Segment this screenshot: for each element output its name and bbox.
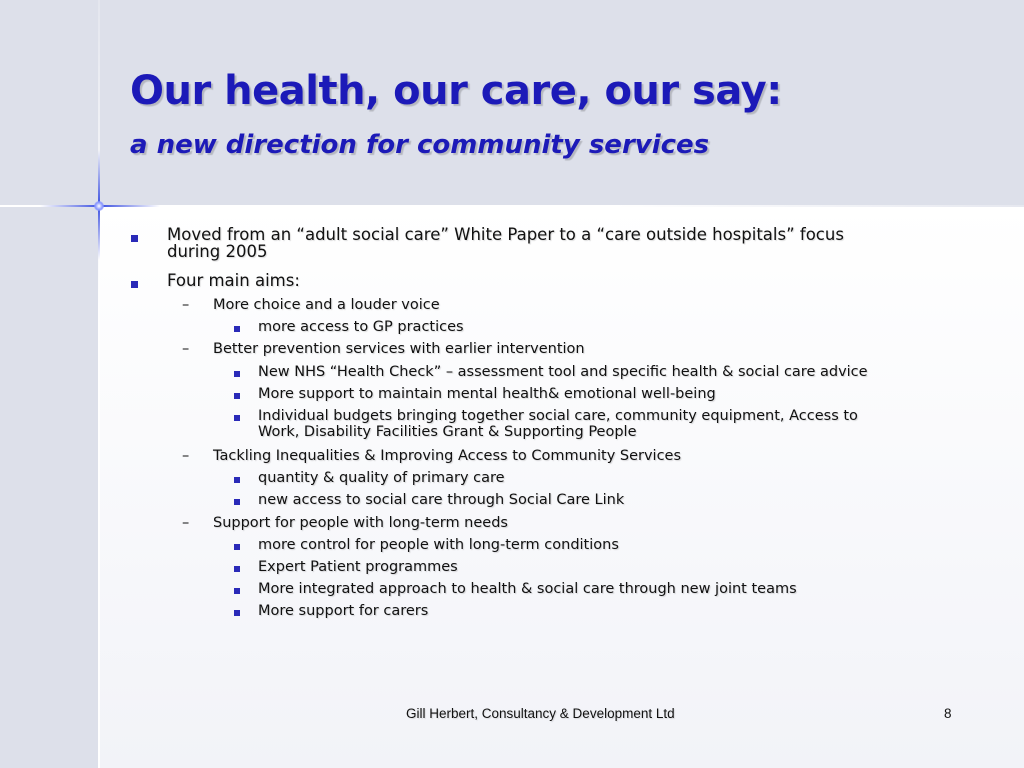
bullet-text-level-3: More integrated approach to health & social care through new joint teams: [258, 581, 797, 597]
bullet-text-level-3: more control for people with long-term conditions: [258, 537, 619, 553]
dash-bullet-icon: –: [182, 515, 190, 531]
square-bullet-icon: [234, 326, 240, 332]
square-bullet-icon: [234, 393, 240, 399]
square-bullet-icon: [234, 499, 240, 505]
square-bullet-icon: [131, 281, 138, 288]
bullet-text-level-3: Work, Disability Facilities Grant & Supporting People: [258, 424, 637, 440]
square-bullet-icon: [234, 566, 240, 572]
bullet-text-level-3: new access to social care through Social Care Link: [258, 492, 625, 508]
bullet-text-level-1: Moved from an “adult social care” White Paper to a “care outside hospitals” focus: [167, 225, 844, 244]
square-bullet-icon: [234, 544, 240, 550]
bullet-text-level-2: Support for people with long-term needs: [213, 515, 508, 531]
bullet-text-level-3: New NHS “Health Check” – assessment tool and specific health & social care advice: [258, 364, 868, 380]
bullet-text-level-3: more access to GP practices: [258, 319, 464, 335]
bullet-text-level-2: Tackling Inequalities & Improving Access to Community Services: [213, 448, 682, 464]
bullet-text-level-2: More choice and a louder voice: [213, 297, 440, 313]
bullet-text-level-3: Individual budgets bringing together social care, community equipment, Access to: [258, 408, 858, 424]
dash-bullet-icon: –: [182, 297, 190, 313]
slide-title: Our health, our care, our say:: [130, 68, 782, 114]
bullet-text-level-1: Four main aims:: [167, 271, 300, 290]
square-bullet-icon: [234, 371, 240, 377]
square-bullet-icon: [234, 477, 240, 483]
square-bullet-icon: [234, 415, 240, 421]
bullet-text-level-3: Expert Patient programmes: [258, 559, 458, 575]
bullet-text-level-3: More support for carers: [258, 603, 429, 619]
bullet-text-level-3: quantity & quality of primary care: [258, 470, 505, 486]
page-number: 8: [944, 706, 952, 721]
footer-text: Gill Herbert, Consultancy & Development Ltd: [406, 706, 675, 721]
dash-bullet-icon: –: [182, 448, 190, 464]
square-bullet-icon: [131, 235, 138, 242]
bullet-text-level-2: Better prevention services with earlier intervention: [213, 341, 585, 357]
square-bullet-icon: [234, 588, 240, 594]
dash-bullet-icon: –: [182, 341, 190, 357]
square-bullet-icon: [234, 610, 240, 616]
bullet-text-level-1: during 2005: [167, 242, 268, 261]
bullet-text-level-3: More support to maintain mental health& emotional well-being: [258, 386, 716, 402]
slide-subtitle: a new direction for community services: [130, 130, 710, 160]
